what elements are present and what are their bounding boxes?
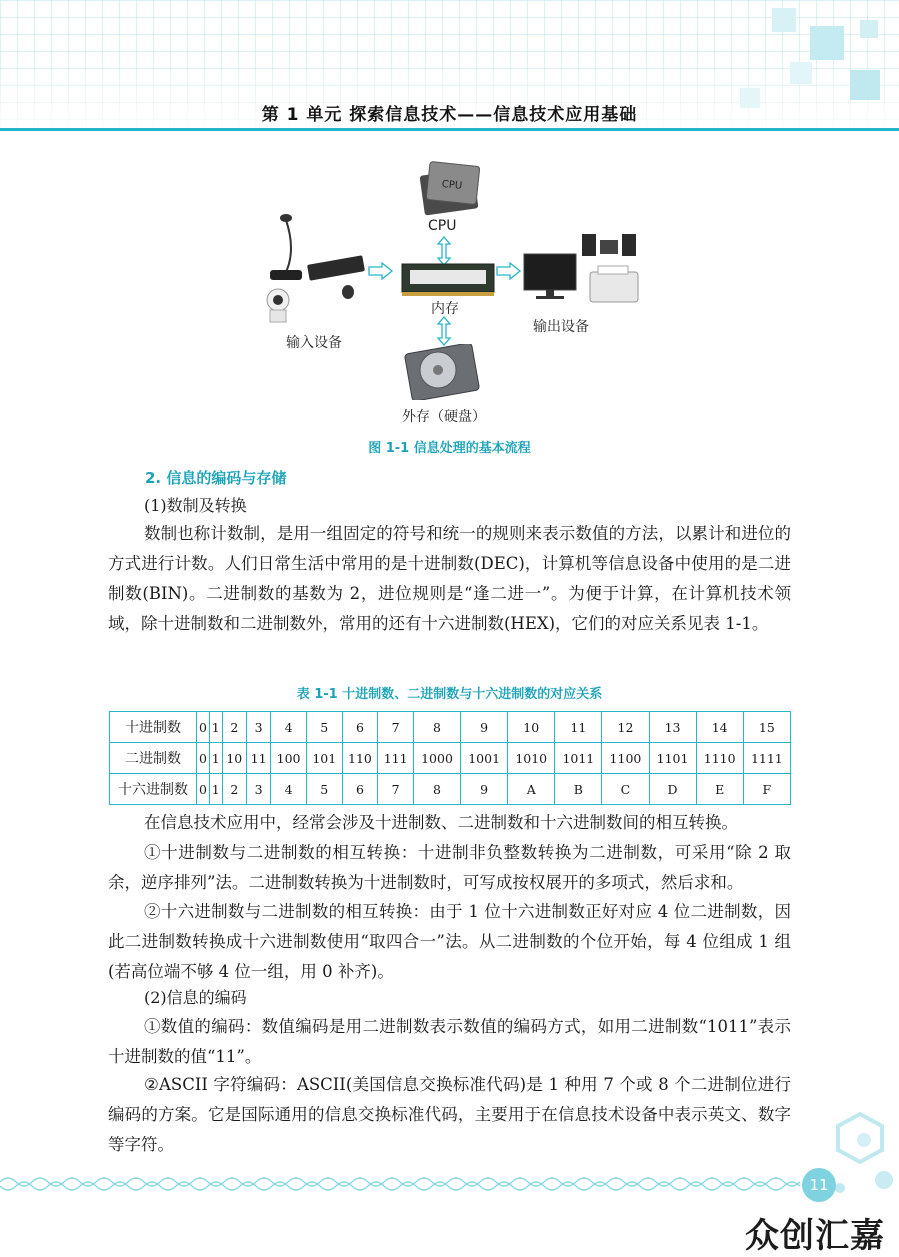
hard-disk-image [402,344,482,400]
memory-label: 内存 [431,301,459,317]
table-cell: 7 [378,712,414,743]
footer-wave-decoration [0,1172,899,1202]
svg-text:CPU: CPU [441,178,463,192]
table-cell: 15 [743,712,790,743]
table-cell: 0 [197,743,210,774]
table-cell: 8 [413,774,460,805]
paragraph-number-systems: 数制也称计数制，是用一组固定的符号和统一的规则来表示数值的方法，以累计和进位的方式进行计数。人们日常生活中常用的是十进制数(DEC)，计算机等信息设备中使用的是二进制数(BIN)。二进制数的基数为 2，进位规则是“逢二进一”。为便于计算，在计算机技术领域，除十进制数和二进制数外，常用的还有十六进制数(HEX)，它们的对应关系见表 1-1。 [108,524,791,633]
info-process-figure [250,150,650,430]
table-cell: 100 [271,743,307,774]
table-row-header: 十六进制数 [110,774,197,805]
table-cell: 0 [197,712,210,743]
header-rule [0,128,899,131]
table-cell: 1111 [743,743,790,774]
table-cell: 1000 [413,743,460,774]
table-row-header: 十进制数 [110,712,197,743]
table-cell: 5 [306,774,342,805]
table-cell: 1 [209,774,222,805]
table-cell: 7 [378,774,414,805]
figure-caption: 图 1-1 信息处理的基本流程 [368,441,531,456]
table-cell: 4 [271,774,307,805]
table-cell: A [508,774,555,805]
input-memory-arrow-icon [368,262,394,280]
table-cell: 1101 [649,743,696,774]
table-cell: 6 [342,774,378,805]
table-cell: 0 [197,774,210,805]
output-devices-label: 输出设备 [533,319,589,335]
output-devices-image [522,230,642,322]
paragraph-numeric-encoding: ①数值的编码：数值编码是用二进制数表示数值的编码方式，如用二进制数“1011”表示十进制数的值“11”。 [108,1017,791,1066]
table-row [110,743,791,774]
table-cell: 2 [222,712,246,743]
table-cell: C [602,774,649,805]
memory-storage-arrow-icon [436,316,452,346]
watermark-text: 众创汇嘉 [745,1216,885,1256]
table-cell: 1110 [696,743,743,774]
table-cell: 9 [461,712,508,743]
section-heading: 2. 信息的编码与存储 [145,469,287,487]
table-cell: 6 [342,712,378,743]
table-cell: 14 [696,712,743,743]
subsection-heading-encoding: (2)信息的编码 [144,988,247,1007]
table-cell: 5 [306,712,342,743]
input-devices-label: 输入设备 [286,335,342,351]
subsection-heading-number-systems: (1)数制及转换 [144,496,247,515]
memory-output-arrow-icon [496,262,522,280]
table-cell: 1011 [555,743,602,774]
table-cell: 11 [246,743,270,774]
table-cell: 2 [222,774,246,805]
table-cell: 4 [271,712,307,743]
table-cell: 3 [246,774,270,805]
table-cell: 11 [555,712,602,743]
table-cell: 110 [342,743,378,774]
table-cell: 1 [209,743,222,774]
table-row [110,774,791,805]
table-cell: 1100 [602,743,649,774]
table-cell: 101 [306,743,342,774]
table-cell: 10 [508,712,555,743]
table-cell: 10 [222,743,246,774]
table-cell: 3 [246,712,270,743]
table-cell: 111 [378,743,414,774]
table-row-header: 二进制数 [110,743,197,774]
cpu-image [412,158,484,218]
table-cell: 9 [461,774,508,805]
number-system-table [109,711,791,805]
table-cell: 8 [413,712,460,743]
input-devices-image [256,210,366,330]
table-cell: 13 [649,712,696,743]
paragraph-conversion-intro: 在信息技术应用中，经常会涉及十进制数、二进制数和十六进制数间的相互转换。 [144,813,738,832]
table-cell: B [555,774,602,805]
cpu-label: CPU [428,218,457,234]
memory-module-image [400,260,496,298]
table-cell: E [696,774,743,805]
table-cell: 1001 [461,743,508,774]
storage-label: 外存（硬盘） [402,409,486,425]
table-cell: 1010 [508,743,555,774]
unit-title: 第 1 单元 探索信息技术——信息技术应用基础 [261,105,638,125]
table-row [110,712,791,743]
table-cell: F [743,774,790,805]
table-cell: 12 [602,712,649,743]
paragraph-dec-bin-conversion: ①十进制数与二进制数的相互转换：十进制非负整数转换为二进制数，可采用“除 2 取余，逆序排列”法。二进制数转换为十进制数时，可写成按权展开的多项式，然后求和。 [108,843,791,892]
page-number-badge: 11 [802,1168,836,1202]
table-caption: 表 1-1 十进制数、二进制数与十六进制数的对应关系 [296,687,603,702]
table-cell: D [649,774,696,805]
paragraph-hex-bin-conversion: ②十六进制数与二进制数的相互转换：由于 1 位十六进制数正好对应 4 位二进制数，因此二进制数转换成十六进制数使用“取四合一”法。从二进制数的个位开始，每 4 位组成 1 组(若高位端不够 4 位一组，用 0 补齐)。 [108,902,791,981]
paragraph-ascii-encoding: ②ASCII 字符编码：ASCII(美国信息交换标准代码)是 1 种用 7 个或 8 个二进制位进行编码的方案。它是国际通用的信息交换标准代码，主要用于在信息技术设备中表示英文、数字等字符。 [108,1075,791,1154]
table-cell: 1 [209,712,222,743]
